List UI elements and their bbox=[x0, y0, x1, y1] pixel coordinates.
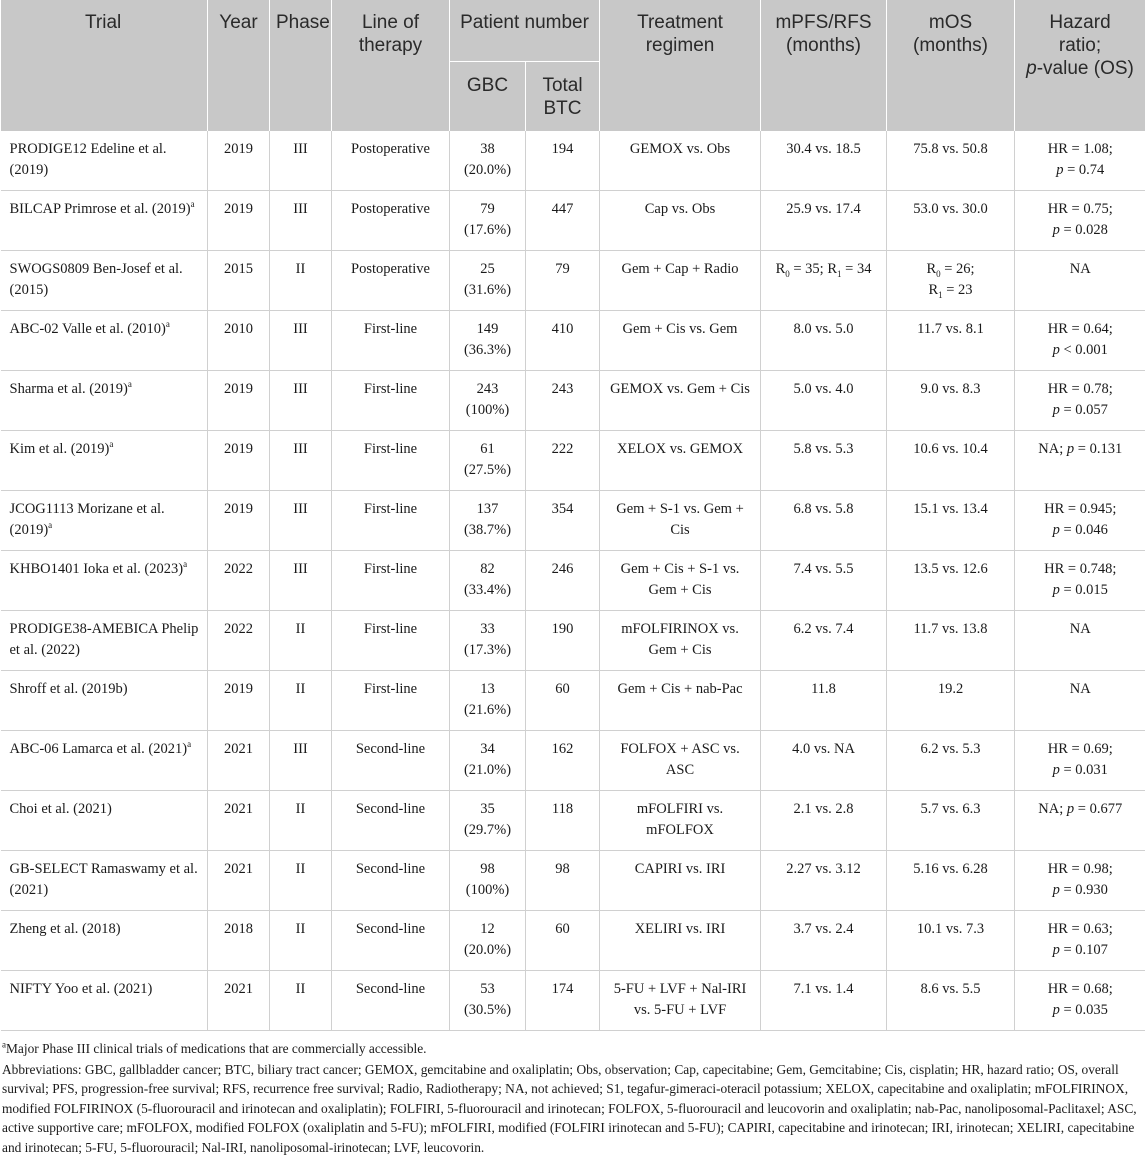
cell-year: 2019 bbox=[208, 371, 270, 431]
cell-trial: ABC-06 Lamarca et al. $(2021)^a$ bbox=[1, 731, 208, 791]
cell-mos: 53.0 vs. 30.0 bbox=[887, 191, 1015, 251]
cell-line: Second-line bbox=[332, 911, 450, 971]
cell-regimen: Gem + Cis + nab-Pac bbox=[600, 671, 761, 731]
header-patient-number: Patient number bbox=[450, 0, 600, 62]
cell-regimen: XELIRI vs. IRI bbox=[600, 911, 761, 971]
cell-trial: KHBO1401 Ioka et al. $(2023)^a$ bbox=[1, 551, 208, 611]
cell-trial: Shroff et al. (2019b) bbox=[1, 671, 208, 731]
cell-phase: II bbox=[270, 911, 332, 971]
cell-trial: BILCAP Primrose et al. $(2019)^a$ bbox=[1, 191, 208, 251]
header-trial: Trial bbox=[1, 0, 208, 131]
cell-line: First-line bbox=[332, 431, 450, 491]
cell-mos: 9.0 vs. 8.3 bbox=[887, 371, 1015, 431]
cell-regimen: Gem + Cis + S-1 vs. Gem + Cis bbox=[600, 551, 761, 611]
cell-hazard-ratio: HR = 0.75; p = 0.028 bbox=[1015, 191, 1145, 251]
cell-mos: 6.2 vs. 5.3 bbox=[887, 731, 1015, 791]
cell-gbc: 12 (20.0%) bbox=[450, 911, 526, 971]
cell-gbc: 82 (33.4%) bbox=[450, 551, 526, 611]
cell-regimen: 5-FU + LVF + Nal-IRI vs. 5-FU + LVF bbox=[600, 971, 761, 1031]
cell-hazard-ratio: NA; p = 0.677 bbox=[1015, 791, 1145, 851]
cell-gbc: 13 (21.6%) bbox=[450, 671, 526, 731]
cell-total-btc: 174 bbox=[526, 971, 600, 1031]
cell-mpfs: 5.0 vs. 4.0 bbox=[761, 371, 887, 431]
cell-mpfs: 3.7 vs. 2.4 bbox=[761, 911, 887, 971]
cell-mos: 5.16 vs. 6.28 bbox=[887, 851, 1015, 911]
cell-gbc: 61 (27.5%) bbox=[450, 431, 526, 491]
cell-trial: PRODIGE38-AMEBICA Phelip et al. (2022) bbox=[1, 611, 208, 671]
cell-regimen: XELOX vs. GEMOX bbox=[600, 431, 761, 491]
footnote-marker: a bbox=[166, 319, 170, 329]
header-year: Year bbox=[208, 0, 270, 131]
cell-hazard-ratio: HR = 0.748; p = 0.015 bbox=[1015, 551, 1145, 611]
cell-hazard-ratio: HR = 0.945; p = 0.046 bbox=[1015, 491, 1145, 551]
cell-line: First-line bbox=[332, 371, 450, 431]
cell-phase: III bbox=[270, 311, 332, 371]
cell-gbc: 79 (17.6%) bbox=[450, 191, 526, 251]
cell-line: First-line bbox=[332, 671, 450, 731]
cell-gbc: 98 (100%) bbox=[450, 851, 526, 911]
table-row bbox=[1, 431, 1145, 491]
cell-mos: 11.7 vs. 13.8 bbox=[887, 611, 1015, 671]
table-row bbox=[1, 911, 1145, 971]
cell-phase: III bbox=[270, 371, 332, 431]
cell-hazard-ratio: HR = 0.78; p = 0.057 bbox=[1015, 371, 1145, 431]
cell-mpfs: 25.9 vs. 17.4 bbox=[761, 191, 887, 251]
header-line-of-therapy: Line of therapy bbox=[332, 0, 450, 131]
cell-total-btc: 162 bbox=[526, 731, 600, 791]
cell-year: 2019 bbox=[208, 431, 270, 491]
table-row bbox=[1, 371, 1145, 431]
cell-year: 2019 bbox=[208, 131, 270, 191]
cell-mpfs: 8.0 vs. 5.0 bbox=[761, 311, 887, 371]
cell-trial: PRODIGE12 Edeline et al. (2019) bbox=[1, 131, 208, 191]
cell-total-btc: 79 bbox=[526, 251, 600, 311]
cell-gbc: 35 (29.7%) bbox=[450, 791, 526, 851]
cell-trial: NIFTY Yoo et al. (2021) bbox=[1, 971, 208, 1031]
cell-phase: II bbox=[270, 671, 332, 731]
cell-trial: GB-SELECT Ramaswamy et al. (2021) bbox=[1, 851, 208, 911]
cell-line: First-line bbox=[332, 311, 450, 371]
cell-year: 2019 bbox=[208, 491, 270, 551]
cell-mpfs: 7.1 vs. 1.4 bbox=[761, 971, 887, 1031]
cell-regimen: mFOLFIRI vs. mFOLFOX bbox=[600, 791, 761, 851]
cell-year: 2021 bbox=[208, 731, 270, 791]
cell-total-btc: 447 bbox=[526, 191, 600, 251]
table-row bbox=[1, 551, 1145, 611]
table-row bbox=[1, 251, 1145, 311]
cell-phase: III bbox=[270, 551, 332, 611]
cell-mos: 15.1 vs. 13.4 bbox=[887, 491, 1015, 551]
header-gbc: GBC bbox=[450, 62, 526, 132]
cell-trial: JCOG1113 Morizane et al. $(2019)^a$ bbox=[1, 491, 208, 551]
cell-mos: 13.5 vs. 12.6 bbox=[887, 551, 1015, 611]
cell-line: First-line bbox=[332, 551, 450, 611]
cell-mpfs: $R_0 = 35$; $R_1 = 34$ bbox=[761, 251, 887, 311]
cell-total-btc: 190 bbox=[526, 611, 600, 671]
footnote-marker: a bbox=[48, 520, 52, 530]
cell-hazard-ratio: HR = 0.68; p = 0.035 bbox=[1015, 971, 1145, 1031]
header-mos: mOS (months) bbox=[887, 0, 1015, 131]
cell-mos: 10.6 vs. 10.4 bbox=[887, 431, 1015, 491]
header-phase: Phase bbox=[270, 0, 332, 131]
cell-hazard-ratio: HR = 0.98; p = 0.930 bbox=[1015, 851, 1145, 911]
cell-total-btc: 118 bbox=[526, 791, 600, 851]
cell-year: 2010 bbox=[208, 311, 270, 371]
cell-phase: III bbox=[270, 731, 332, 791]
footnote-marker: a bbox=[109, 439, 113, 449]
cell-phase: III bbox=[270, 491, 332, 551]
cell-mos: 10.1 vs. 7.3 bbox=[887, 911, 1015, 971]
cell-total-btc: 246 bbox=[526, 551, 600, 611]
cell-regimen: Gem + Cap + Radio bbox=[600, 251, 761, 311]
cell-trial: Zheng et al. (2018) bbox=[1, 911, 208, 971]
cell-trial: ABC-02 Valle et al. $(2010)^a$ bbox=[1, 311, 208, 371]
cell-hazard-ratio: HR = 0.63; p = 0.107 bbox=[1015, 911, 1145, 971]
table-header bbox=[1, 0, 1145, 131]
table-row bbox=[1, 311, 1145, 371]
footnote-marker: a bbox=[183, 559, 187, 569]
cell-line: Second-line bbox=[332, 731, 450, 791]
cell-total-btc: 98 bbox=[526, 851, 600, 911]
header-hazard-ratio: Hazard ratio; p-value (OS) bbox=[1015, 0, 1145, 131]
table-row bbox=[1, 491, 1145, 551]
cell-mpfs: 6.8 vs. 5.8 bbox=[761, 491, 887, 551]
table-body bbox=[1, 131, 1145, 1031]
cell-total-btc: 410 bbox=[526, 311, 600, 371]
cell-gbc: 33 (17.3%) bbox=[450, 611, 526, 671]
cell-gbc: 38 (20.0%) bbox=[450, 131, 526, 191]
table-row bbox=[1, 731, 1145, 791]
cell-mos: $R_0 = 26$; $R_1 = 23$ bbox=[887, 251, 1015, 311]
cell-gbc: 53 (30.5%) bbox=[450, 971, 526, 1031]
table-row bbox=[1, 131, 1145, 191]
table-footnotes bbox=[0, 1031, 1145, 1157]
cell-mos: 19.2 bbox=[887, 671, 1015, 731]
cell-total-btc: 243 bbox=[526, 371, 600, 431]
cell-gbc: 243 (100%) bbox=[450, 371, 526, 431]
cell-mpfs: 2.27 vs. 3.12 bbox=[761, 851, 887, 911]
cell-regimen: Gem + Cis vs. Gem bbox=[600, 311, 761, 371]
table-row bbox=[1, 611, 1145, 671]
cell-year: 2019 bbox=[208, 191, 270, 251]
cell-total-btc: 194 bbox=[526, 131, 600, 191]
cell-regimen: Gem + S-1 vs. Gem + Cis bbox=[600, 491, 761, 551]
footnote-marker: a bbox=[187, 739, 191, 749]
cell-trial: Sharma et al. $(2019)^a$ bbox=[1, 371, 208, 431]
cell-mpfs: 4.0 vs. NA bbox=[761, 731, 887, 791]
cell-regimen: GEMOX vs. Obs bbox=[600, 131, 761, 191]
cell-mpfs: 2.1 vs. 2.8 bbox=[761, 791, 887, 851]
cell-year: 2022 bbox=[208, 611, 270, 671]
cell-line: Second-line bbox=[332, 791, 450, 851]
cell-hazard-ratio: NA bbox=[1015, 251, 1145, 311]
cell-year: 2018 bbox=[208, 911, 270, 971]
cell-line: First-line bbox=[332, 491, 450, 551]
cell-total-btc: 60 bbox=[526, 671, 600, 731]
cell-year: 2021 bbox=[208, 791, 270, 851]
cell-year: 2019 bbox=[208, 671, 270, 731]
cell-regimen: Cap vs. Obs bbox=[600, 191, 761, 251]
cell-gbc: 25 (31.6%) bbox=[450, 251, 526, 311]
footnote-marker: a bbox=[191, 199, 195, 209]
cell-mpfs: 6.2 vs. 7.4 bbox=[761, 611, 887, 671]
table-row bbox=[1, 851, 1145, 911]
cell-trial: Kim et al. $(2019)^a$ bbox=[1, 431, 208, 491]
cell-line: Second-line bbox=[332, 971, 450, 1031]
cell-phase: III bbox=[270, 191, 332, 251]
cell-line: Postoperative bbox=[332, 251, 450, 311]
cell-hazard-ratio: HR = 0.69; p = 0.031 bbox=[1015, 731, 1145, 791]
cell-gbc: 149 (36.3%) bbox=[450, 311, 526, 371]
cell-mpfs: 30.4 vs. 18.5 bbox=[761, 131, 887, 191]
table-row bbox=[1, 671, 1145, 731]
abbreviations: Abbreviations: GBC, gallbladder cancer; BTC, biliary tract cancer; GEMOX, gemcitabine and oxaliplatin; Obs, observation; Cap, capecitabine; Gem, Gemcitabine; Cis, cisplatin; HR, hazard ratio; OS, overall survival; PFS, progression-free survival; RFS, recurrence free survival; Radio, Radiotherapy; NA, not achieved; S1, tegafur-gimeraci-oteracil potassium; XELOX, capecitabine and oxaliplatin; mFOLFIRINOX, modified FOLFIRINOX (5-fluorouracil and irinotecan and oxaliplatin); FOLFIRI, 5-fluorouracil and irinotecan; FOLFOX, 5-fluorouracil and leucovorin and oxaliplatin; nab-Pac, nanoliposomal-Paclitaxel; ASC, active supportive care; mFOLFOX, modified FOLFOX (oxaliplatin and 5-FU); mFOLFIRI, modified (FOLFIRI irinotecan and 5-FU); CAPIRI, capecitabine and irinotecan; IRI, irinotecan; XELIRI, capecitabine and irinotecan; 5-FU, 5-fluorouracil; Nal-IRI, nanoliposomal-irinotecan; LVF, leucovorin. bbox=[2, 1060, 1141, 1157]
header-mpfs: mPFS/RFS (months) bbox=[761, 0, 887, 131]
cell-mos: 5.7 vs. 6.3 bbox=[887, 791, 1015, 851]
cell-hazard-ratio: HR = 1.08; p = 0.74 bbox=[1015, 131, 1145, 191]
footnote-marker: a bbox=[128, 379, 132, 389]
cell-gbc: 137 (38.7%) bbox=[450, 491, 526, 551]
table-row bbox=[1, 791, 1145, 851]
cell-year: 2021 bbox=[208, 851, 270, 911]
cell-phase: III bbox=[270, 131, 332, 191]
cell-line: Postoperative bbox=[332, 131, 450, 191]
cell-gbc: 34 (21.0%) bbox=[450, 731, 526, 791]
cell-phase: II bbox=[270, 251, 332, 311]
cell-regimen: CAPIRI vs. IRI bbox=[600, 851, 761, 911]
cell-year: 2021 bbox=[208, 971, 270, 1031]
cell-hazard-ratio: HR = 0.64; p < 0.001 bbox=[1015, 311, 1145, 371]
cell-total-btc: 354 bbox=[526, 491, 600, 551]
cell-year: 2022 bbox=[208, 551, 270, 611]
cell-line: Second-line bbox=[332, 851, 450, 911]
cell-total-btc: 60 bbox=[526, 911, 600, 971]
cell-hazard-ratio: NA; p = 0.131 bbox=[1015, 431, 1145, 491]
cell-trial: SWOGS0809 Ben-Josef et al. (2015) bbox=[1, 251, 208, 311]
cell-trial: Choi et al. (2021) bbox=[1, 791, 208, 851]
table-row bbox=[1, 191, 1145, 251]
footnote-a: $^a$Major Phase III clinical trials of medications that are commercially accessible. bbox=[2, 1039, 1141, 1059]
cell-hazard-ratio: NA bbox=[1015, 671, 1145, 731]
cell-regimen: mFOLFIRINOX vs. Gem + Cis bbox=[600, 611, 761, 671]
cell-hazard-ratio: NA bbox=[1015, 611, 1145, 671]
cell-regimen: GEMOX vs. Gem + Cis bbox=[600, 371, 761, 431]
header-total-btc: Total BTC bbox=[526, 62, 600, 132]
cell-phase: II bbox=[270, 611, 332, 671]
table-row bbox=[1, 971, 1145, 1031]
cell-phase: II bbox=[270, 791, 332, 851]
cell-mos: 75.8 vs. 50.8 bbox=[887, 131, 1015, 191]
header-treatment-regimen: Treatment regimen bbox=[600, 0, 761, 131]
cell-mos: 8.6 vs. 5.5 bbox=[887, 971, 1015, 1031]
cell-mpfs: 5.8 vs. 5.3 bbox=[761, 431, 887, 491]
cell-mos: 11.7 vs. 8.1 bbox=[887, 311, 1015, 371]
cell-phase: III bbox=[270, 431, 332, 491]
cell-mpfs: 11.8 bbox=[761, 671, 887, 731]
cell-year: 2015 bbox=[208, 251, 270, 311]
cell-phase: II bbox=[270, 851, 332, 911]
cell-phase: II bbox=[270, 971, 332, 1031]
cell-line: First-line bbox=[332, 611, 450, 671]
cell-line: Postoperative bbox=[332, 191, 450, 251]
cell-total-btc: 222 bbox=[526, 431, 600, 491]
cell-regimen: FOLFOX + ASC vs. ASC bbox=[600, 731, 761, 791]
cell-mpfs: 7.4 vs. 5.5 bbox=[761, 551, 887, 611]
